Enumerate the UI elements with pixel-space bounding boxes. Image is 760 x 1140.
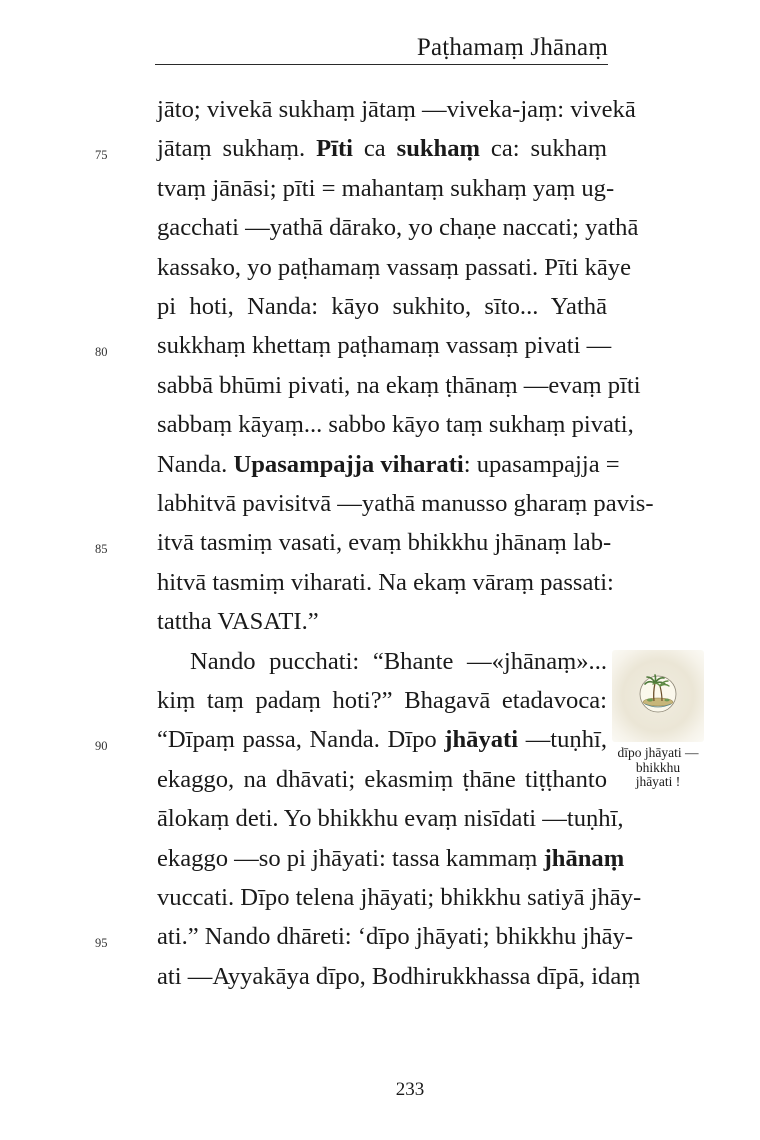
text-segment: tattha VASATI.” — [157, 608, 319, 636]
bold-term: jhāyati — [444, 726, 519, 754]
line-number: 90 — [95, 739, 108, 754]
text-segment: ca: sukhaṃ — [480, 135, 607, 163]
text-segment: tvaṃ jānāsi; pīti = mahantaṃ sukhaṃ yaṃ ug- — [157, 174, 615, 202]
text-segment: gacchati —yathā dārako, yo chaṇe naccati; yathā — [157, 214, 639, 242]
text-line — [157, 213, 639, 243]
text-line — [157, 253, 632, 283]
text-line — [157, 844, 625, 874]
text-segment: ālokaṃ deti. Yo bhikkhu evaṃ nisīdati —tuṇhī, — [157, 805, 624, 833]
text-line — [157, 331, 612, 361]
text-line — [157, 725, 607, 755]
text-segment: ekaggo —so pi jhāyati: tassa kammaṃ — [157, 844, 544, 872]
text-line — [157, 371, 641, 401]
text-segment: ekaggo, na dhāvati; ekasmiṃ ṭhāne tiṭṭhanto — [157, 765, 607, 793]
text-line — [157, 765, 607, 795]
running-head: Paṭhamaṃ Jhānaṃ — [416, 34, 608, 61]
figure-caption — [612, 746, 704, 790]
text-line — [157, 804, 624, 834]
text-segment: jāto; vivekā sukhaṃ jātaṃ —viveka-jaṃ: vivekā — [157, 96, 636, 123]
text-line — [157, 95, 636, 125]
line-number: 95 — [95, 936, 108, 951]
line-number: 80 — [95, 345, 108, 360]
text-line — [157, 134, 607, 164]
header-rule — [155, 64, 608, 65]
text-line — [157, 922, 634, 952]
text-line — [157, 686, 607, 716]
text-segment: vuccati. Dīpo telena jhāyati; bhikkhu satiyā jhāy- — [157, 884, 642, 911]
text-line — [157, 489, 654, 519]
text-segment: ati.” Nando dhāreti: ‘dīpo jhāyati; bhikkhu jhāy- — [157, 923, 634, 951]
text-line — [157, 450, 620, 480]
text-line — [157, 883, 642, 913]
island-with-palm-trees-icon — [612, 650, 704, 742]
line-number: 85 — [95, 542, 108, 557]
caption-line: dīpo jhāyati — — [617, 745, 699, 760]
text-line — [157, 292, 607, 322]
text-segment: kassako, yo paṭhamaṃ vassaṃ passati. Pīti kāye — [157, 253, 632, 281]
text-segment: pi hoti, Nanda: kāyo sukhito, sīto... Yathā — [157, 293, 607, 320]
text-segment: Nando pucchati: “Bhante —«jhānaṃ»... — [190, 647, 607, 675]
text-segment: jātaṃ sukhaṃ. — [157, 135, 317, 163]
text-segment: ca — [352, 135, 397, 163]
text-segment: itvā tasmiṃ vasati, evaṃ bhikkhu jhānaṃ lab- — [157, 529, 612, 557]
text-segment: sabbā bhūmi pivati, na ekaṃ ṭhānaṃ —evaṃ pīti — [157, 371, 641, 399]
text-segment: Nanda. — [157, 450, 234, 478]
bold-term: sukhaṃ — [396, 135, 481, 163]
text-segment: “Dīpaṃ passa, Nanda. Dīpo — [157, 726, 445, 754]
text-segment: ati —Ayyakāya dīpo, Bodhirukkhassa dīpā, idaṃ — [157, 962, 641, 990]
text-line — [157, 962, 641, 992]
page-number: 233 — [395, 1079, 425, 1100]
text-segment: sukkhaṃ khettaṃ paṭhamaṃ vassaṃ pivati — — [157, 332, 612, 360]
text-line — [157, 568, 614, 598]
text-line — [157, 410, 634, 440]
text-segment: —tuṇhī, — [518, 726, 608, 754]
text-segment: labhitvā pavisitvā —yathā manusso gharaṃ pavis- — [157, 490, 654, 517]
text-line — [157, 174, 615, 204]
text-segment: : upasampajja = — [463, 450, 620, 478]
text-line — [157, 528, 612, 558]
text-line — [157, 607, 607, 637]
text-segment: kiṃ taṃ padaṃ hoti?” Bhagavā etadavoca: — [157, 687, 607, 714]
caption-line: jhāyati ! — [635, 774, 681, 789]
bold-term: Upasampajja viharati — [233, 450, 464, 478]
bold-term: Pīti — [316, 135, 353, 163]
text-segment: hitvā tasmiṃ viharati. Na ekaṃ vāraṃ passati: — [157, 568, 614, 596]
text-segment: sabbaṃ kāyaṃ... sabbo kāyo taṃ sukhaṃ pivati, — [157, 411, 634, 439]
bold-term: jhānaṃ — [543, 844, 625, 872]
text-line — [190, 647, 607, 677]
caption-line: bhikkhu — [635, 759, 681, 775]
line-number: 75 — [95, 148, 108, 163]
